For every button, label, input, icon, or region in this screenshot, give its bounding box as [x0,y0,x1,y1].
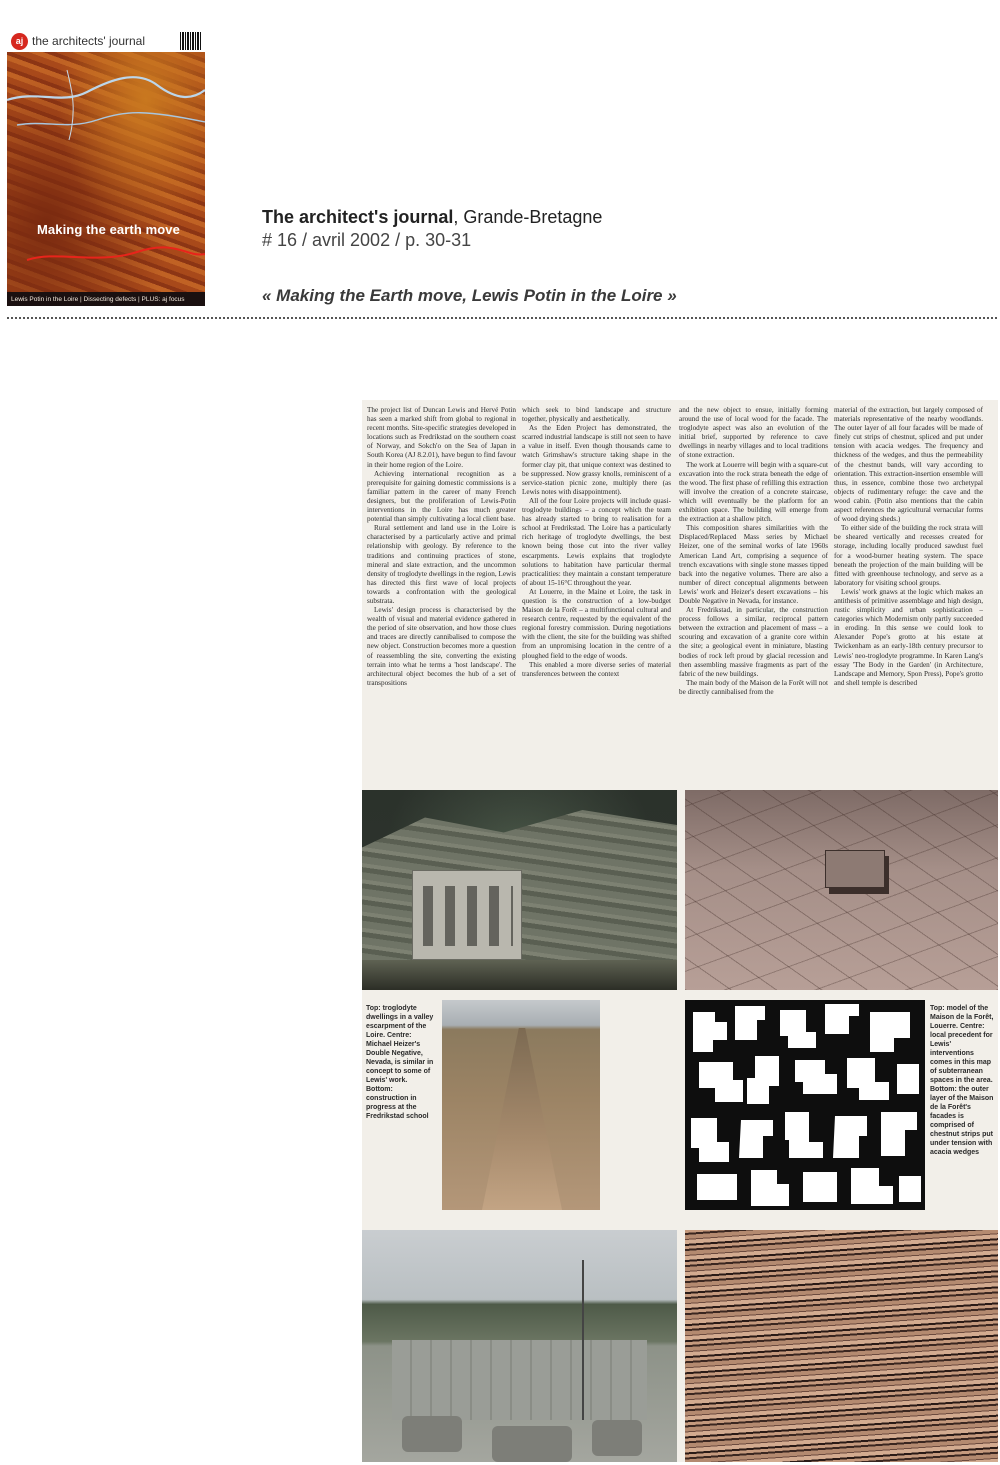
subterranean-map-graphic [685,1000,925,1210]
article-page [362,400,998,1462]
paragraph: material of the extraction, but largely composed of materials representative of the nearby woodlands. The outer layer of all four facades will be made of finely cut strips of chestnut, spliced and put under tension with acacia wedges. The frequency and thickness of the wedges, and thus the permeability of the chestnut bands, will vary according to orientation. This extraction-insertion ensemble will thus, in essence, combine those two archetypal objects of rudimentary refuge: the cave and the wood cabin. (Potin also mentions that the cabin aspect references the agricultural vernacular forms of wood drying sheds.) [834,406,983,524]
cover-headline: Making the earth move [37,222,180,237]
paragraph: As the Eden Project has demonstrated, the scarred industrial landscape is still not seen to have a value in itself. Even though thousands came to watch Grimshaw's structure taking shape in the former clay pit, that unique context was destined to be suppressed. Now grassy knolls, reminiscent of a service-station picnic zone, multiply there (as Lewis notes with disappointment). [522,424,671,496]
double-negative-photo [442,1000,600,1210]
paragraph: The project list of Duncan Lewis and Hervé Potin has seen a marked shift from global to regional in recent months. Site-specific strategies developed in locations such as Fredrikstad on the southern coast of Norway, and Sokch'o on the Sea of Japan in South Korea (AJ 8.2.01), have begun to find favour in their home region of the Loire. [367,406,516,469]
paragraph: The work at Louerre will begin with a square-cut excavation into the rock strata beneath the edge of the wood. The first phase of refilling this extraction will involve the creation of a concrete staircase, which will eventually be the platform for an exhibition space. The building will emerge from the extraction at a shallow pitch. [679,460,828,524]
paragraph: To either side of the building the rock strata will be sheared vertically and recesses created for storage, including locally produced sawdust fuel for a wood-burner heating system. The space beneath the projection of the main building will be fitted with greenhouse technology, and serve as a laboratory for visiting school groups. [834,524,983,587]
paragraph: Achieving international recognition as a prerequisite for gaining domestic commissions is a familiar pattern in the career of many French designers, but the proliferation of Lewis-Potin interventions in the Loire has much greater potential than simply cultivating a local client base. [367,469,516,524]
caption-right: Top: model of the Maison de la Forêt, Louerre. Centre: local precedent for Lewis' interventions comes in this map of subterranean spaces in the area. Bottom: the outer layer of the Maison de la Forêt's facades is comprised of chestnut strips put under tension with acacia wedges [930,1005,994,1156]
magazine-cover [7,30,205,306]
publication-info [262,207,602,251]
paragraph: Lewis' design process is characterised by the wealth of visual and material evidence gathered in the period of site observation, and how those clues and traces are directly cannibalised to compose the new object. Construction becomes more a question of reassembling the site, converting the existing terrain into what he terms a 'host landscape'. The architectural object becomes the hub of a set of transpositions [367,606,516,687]
river-map-graphic [7,30,205,306]
maison-model-photo [685,790,998,990]
publication-name [262,207,602,228]
cover-masthead-title: the architects' journal [32,34,146,48]
publication-title: The architect's journal [262,207,454,227]
paragraph: The main body of the Maison de la Forêt will not be directly cannibalised from the [679,678,828,696]
paragraph: This composition shares similarities with the Displaced/Replaced Mass series by Michael Heizer, one of the seminal works of late 1960s American Land Art, comprising a sequence of trench excavations with single stone masses tipped back into the negative volumes. There are also a number of direct conceptual alignments between Lewis' work and Heizer's desert excavations – his Double Negative in Nevada, for instance. [679,524,828,605]
publication-issue: # 16 / avril 2002 / p. 30-31 [262,230,472,250]
article-column-2 [522,406,671,784]
article-column-3 [679,406,828,784]
paragraph: This enabled a more diverse series of material transferences between the context [522,660,671,678]
paragraph: All of the four Loire projects will include quasi-troglodyte buildings – a concept which the team has already started to bring to realisation for a school at Fredrikstad. The Loire has a particularly rich heritage of troglodyte dwellings, the best known being those cut into the river valley escarpments. Lewis explains that troglodyte solutions to habitation have particular thermal practicalities: they maintain a constant temperature of about 15-16°C throughout the year. [522,496,671,587]
aj-logo: aj [11,33,28,50]
article-title: « Making the Earth move, Lewis Potin in the Loire » [262,286,677,305]
article-column-1 [367,406,516,784]
dotted-divider [7,317,997,319]
paragraph: which seek to bind landscape and structure together, physically and aesthetically. [522,406,671,424]
construction-photo [362,1230,677,1462]
chestnut-strips-photo [685,1230,998,1462]
publication-country: , Grande-Bretagne [453,207,603,227]
paragraph: and the new object to ensue, initially forming around the use of local wood for the facade. The troglodyte aspect was also an evolution of the initial brief, supported by reference to cave dwellings in nearby villages and to local traditions of stone extraction. [679,406,828,460]
troglodyte-dwellings-photo [362,790,677,990]
cover-footer: Lewis Potin in the Loire | Dissecting defects | PLUS: aj focus [7,292,205,306]
paragraph: Rural settlement and land use in the Loire is characterised by a particularly active and primal relationship with geology. By reference to the traditions and continuing practices of stone, mineral and slate extraction, and the uncommon density of troglodyte dwellings in the region, Lewis has directed this first wave of local projects towards a confrontation with the geological substrata. [367,524,516,605]
paragraph: At Louerre, in the Maine et Loire, the task in question is the construction of a low-budget Maison de la Forêt – a multifunctional cultural and research centre, requested by the equivalent of the regional forestry commission. During negotiations with the client, the site for the building was shifted from an unpromising location in the centre of a ploughed field to the edge of woods. [522,587,671,660]
paragraph: At Fredrikstad, in particular, the construction process follows a similar, reciprocal pattern between the extraction and placement of mass – a scouring and excavation of a granite core within the site; a geological event in miniature, blasting bodies of rock left proud by glacial recession and then assembling massive fragments as part of the fabric of the new buildings. [679,606,828,678]
paragraph: Lewis' work gnaws at the logic which makes an antithesis of primitive assemblage and high design, rustic simplicity and urban sophistication – categories which Modernism only partly succeeded in eroding. In this sense we could look to Alexander Pope's grotto at his estate at Twickenham as an early-18th century precursor to Lewis' neo-troglodyte programme. In Karen Lang's essay 'The Body in the Garden' (in Architecture, Landscape and Memory, Spon Press), Pope's grotto and shell temple is described [834,587,983,687]
caption-left: Top: troglodyte dwellings in a valley escarpment of the Loire. Centre: Michael Heizer's Double Negative, Nevada, is similar in concept to some of Lewis' work. Bottom: construction in progress at the Fredrikstad school [366,1005,434,1120]
article-column-4 [834,406,983,784]
